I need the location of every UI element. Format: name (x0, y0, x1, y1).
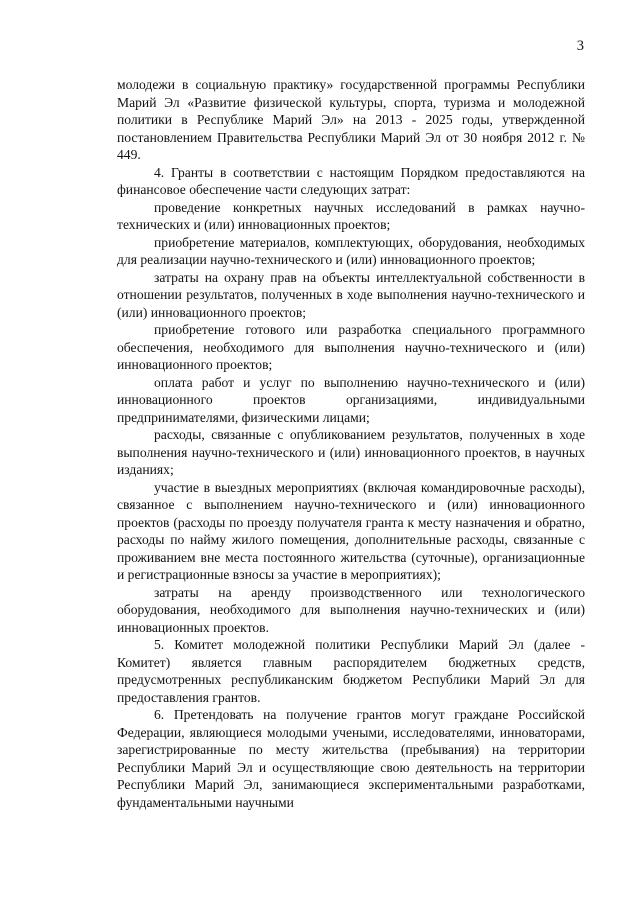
paragraph: затраты на охрану прав на объекты интеллектуальной собственности в отношении результатов, полученных в ходе выполнения научно-технического и (или) инновационного проектов; (117, 269, 585, 320)
page-number: 3 (576, 38, 584, 54)
document-body (117, 76, 585, 811)
paragraph: участие в выездных мероприятиях (включая командировочные расходы), связанное с выполнением научно-технического и (или) инновационного проектов (расходы по проезду получателя гранта к месту назначения и обратно, расходы по найму жилого помещения, дополнительные расходы, связанные с проживанием вне места постоянного жительства (суточные), организационные и регистрационные взносы за участие в мероприятиях); (117, 479, 585, 582)
paragraph: проведение конкретных научных исследований в рамках научно-технических и (или) инновационных проектов; (117, 199, 585, 232)
paragraph: расходы, связанные с опубликованием результатов, полученных в ходе выполнения научно-технического и (или) инновационного проектов, в научных изданиях; (117, 427, 585, 477)
paragraph: 6. Претендовать на получение грантов могут граждане Российской Федерации, являющиеся молодыми учеными, исследователями, инноваторами, зарегистрированные по месту жительства (пребывания) на территории Республики Марий Эл и осуществляющие свою деятельность на территории Республики Марий Эл, занимающиеся экспериментальными разработками, фундаментальными научными (117, 707, 585, 810)
paragraph: 5. Комитет молодежной политики Республики Марий Эл (далее - Комитет) является главным распорядителем бюджетных средств, предусмотренных республиканским бюджетом Республики Марий Эл для предоставления грантов. (117, 637, 585, 705)
paragraph: приобретение материалов, комплектующих, оборудования, необходимых для реализации научно-технического и (или) инновационного проектов; (117, 234, 585, 267)
paragraph: затраты на аренду производственного или технологического оборудования, необходимого для выполнения научно-технических и (или) инновационных проектов. (117, 584, 585, 635)
paragraph: 4. Гранты в соответствии с настоящим Порядком предоставляются на финансовое обеспечение части следующих затрат: (117, 164, 585, 197)
paragraph: молодежи в социальную практику» государственной программы Республики Марий Эл «Развитие физической культуры, спорта, туризма и молодежной политики в Республике Марий Эл» на 2013 - 2025 годы, утвержденной постановлением Правительства Республики Марий Эл от 30 ноября 2012 г. № 449. (117, 77, 585, 162)
paragraph: оплата работ и услуг по выполнению научно-технического и (или) инновационного проектов организациями, индивидуальными предпринимателями, физическими лицами; (117, 374, 585, 425)
paragraph: приобретение готового или разработка специального программного обеспечения, необходимого для выполнения научно-технического и (или) инновационного проектов; (117, 322, 585, 372)
